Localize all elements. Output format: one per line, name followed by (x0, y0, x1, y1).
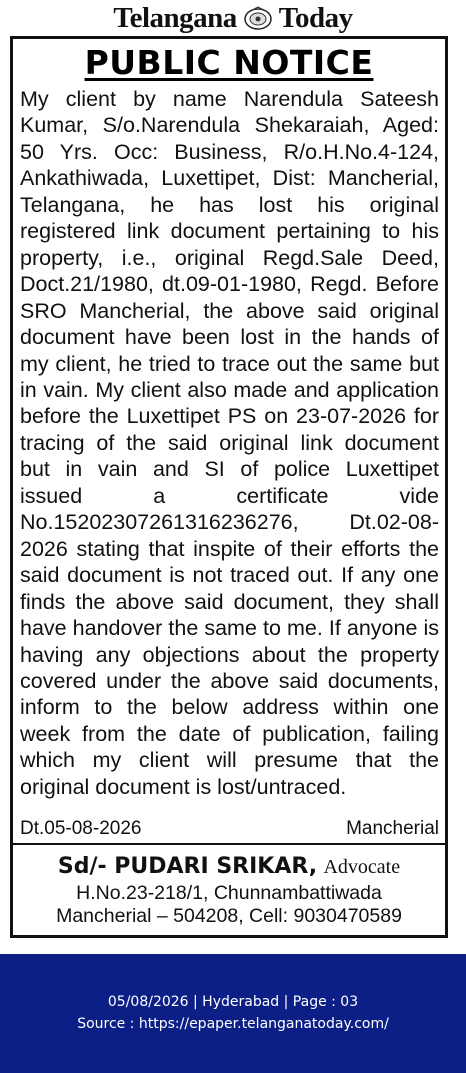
notice-body: My client by name Narendula Sateesh Kumar, S/o.Narendula Shekaraiah, Aged: 50 Yrs. Occ: Business, R/o.H.No.4-124, Ankathiwada, Luxettipet, Dist: Mancherial, Telangana, he has lost his original registered link document pertaining to his property, i.e., original Regd.Sale Deed, Doct.21/1980, dt.09-01-1980, Regd. Before SRO Mancherial, the above said original document have been lost in the hands of my client, he tried to trace out the same but in vain. My client also made and application before the Luxettipet PS on 23-07-2026 for tracing of the said original link document but in vain and SI of police Luxettipet issued a certificate vide No.15202307261316236276, Dt.02-08-2026 stating that inspite of their efforts the said document is not traced out. If any one finds the above said document, they shall have handover the same to me. If anyone is having any objections about the property covered under the above said documents, inform to the below address within one week from the date of publication, failing which my client will presume that the original document is lost/untraced. (20, 87, 439, 799)
footer-date-page: 05/08/2026 | Hyderabad | Page : 03 (107, 994, 359, 1010)
public-notice-box (10, 36, 448, 938)
address-line-2: Mancherial – 504208, Cell: 9030470589 (56, 905, 402, 927)
notice-signature (13, 851, 445, 881)
signer-role: Advocate (323, 856, 401, 878)
notice-place: Mancherial (346, 818, 439, 839)
address-line-1: H.No.23-218/1, Chunnambattiwada (76, 882, 382, 904)
footer-source-link[interactable]: Source : https://epaper.telanganatoday.com/ (77, 1016, 389, 1032)
masthead-right-text: Today (278, 1, 353, 34)
signer-name: Sd/- PUDARI SRIKAR, (57, 854, 318, 879)
masthead-left-text: Telangana (113, 1, 237, 34)
notice-dateline (20, 817, 439, 841)
newspaper-emblem-icon (243, 5, 273, 31)
notice-divider (13, 843, 445, 845)
newspaper-masthead (0, 0, 466, 36)
notice-date: Dt.05-08-2026 (20, 818, 142, 839)
epaper-footer (0, 954, 466, 1073)
notice-heading: PUBLIC NOTICE (84, 43, 374, 82)
